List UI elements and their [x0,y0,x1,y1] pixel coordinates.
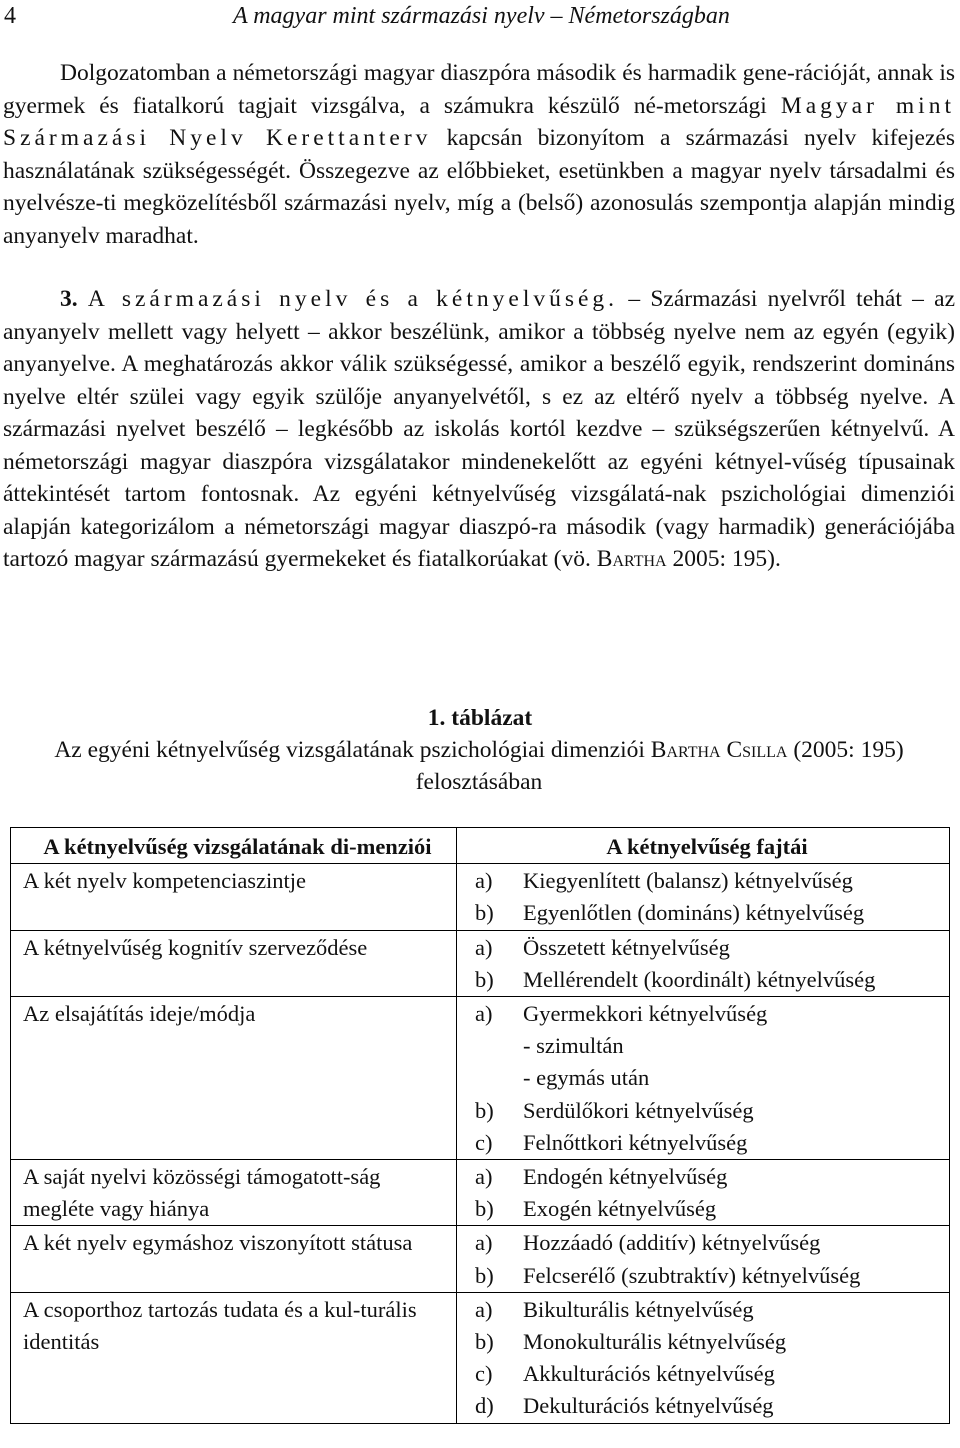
running-title: A magyar mint származási nyelv – Németországban [233,3,730,29]
table-row [11,1292,950,1423]
type-item [469,1358,945,1390]
table-caption [3,734,955,798]
type-item-letter: b) [475,1097,494,1123]
type-item-letter: c) [475,1129,493,1155]
type-item-letter: b) [475,900,494,926]
paragraph-intro [3,57,955,252]
type-item-text: Felnőttkori kétnyelvűség [523,1129,748,1155]
type-item-text: Felcserélő (szubtraktív) kétnyelvűség [523,1262,861,1288]
type-item-letter: a) [475,1164,493,1190]
types-cell [457,997,950,1160]
type-subitem: - szimultán [523,1033,624,1059]
type-item [469,1294,945,1326]
type-item-letter: b) [475,1329,494,1355]
table-label: 1. táblázat [427,705,533,731]
type-item-letter: b) [475,966,494,992]
types-cell [457,864,950,930]
type-item [469,1193,945,1225]
curriculum-title: Magyar mint Származási Nyelv Kerettanterv [3,92,955,151]
table-caption-text-1: Az egyéni kétnyelvűség vizsgálatának pszichológiai dimenziói [54,737,651,763]
type-item-text: Gyermekkori kétnyelvűség [523,1001,768,1027]
section-title: A származási nyelv és a kétnyelvűség. [87,286,619,312]
type-item [469,1161,945,1193]
types-cell [457,1226,950,1292]
type-item-letter: d) [475,1393,494,1419]
paragraph-section-3 [3,283,955,576]
type-item-text: Akkulturációs kétnyelvűség [523,1361,775,1387]
table-header-types: A kétnyelvűség fajtái [457,828,950,864]
table-body [11,864,950,1423]
table-row [11,997,950,1160]
table-header-row [11,828,950,864]
body-text [3,57,955,576]
paragraph-section-3-text-2: 2005: 195). [666,546,781,572]
paragraph-intro-text-2: kapcsán bizonyítom a származási nyelv kifejezés használatának szükségességét. Összegezve az előbbieket, esetünkben a magyar nyelv társadalmi és nyelvésze-ti megközelítésből származási nyelv, míg a (belső) azonosulás szempontja alapján mindig anyanyelv maradhat. [3,125,955,249]
paragraph-section-3-text-1: – Származási nyelvről tehát – az anyanyelv mellett vagy helyett – akkor beszélünk, amikor a többség nyelve nem az egyén (egyik) anyanyelve. A meghatározás akkor válik szükségessé, amikor a beszélő egyik, rendszerint domináns nyelve eltér szülei vagy egyik szülője anyanyelvétől, s ez az eltérő nyelv a többség nyelve. A származási nyelvet beszélő – legkésőbb az iskolás kortól kezdve – szükségszerűen kétnyelvű. A németországi magyar diaszpóra vizsgálatakor mindenekelőtt az egyéni kétnyel-vűség típusainak áttekintését tartom fontosnak. Az egyéni kétnyelvűség vizsgálatá-nak pszichológiai dimenziói alapján kategorizálom a németországi magyar diaszpó-ra második (vagy harmadik) generációjába tartozó magyar származású gyermekeket és fiatalkorúakat (vö. [3,286,955,572]
type-item [469,1095,945,1127]
type-item-text: Összetett kétnyelvűség [523,934,730,960]
dimension-cell: A saját nyelvi közösségi támogatott-ság megléte vagy hiánya [11,1160,457,1226]
type-item-text: Exogén kétnyelvűség [523,1196,717,1222]
type-item [469,1260,945,1292]
types-cell [457,930,950,996]
type-item-text: Mellérendelt (koordinált) kétnyelvűség [523,966,876,992]
dimension-cell: A kétnyelvűség kognitív szerveződése [11,930,457,996]
bilingualism-dimensions-table [10,827,950,1424]
table-row [11,864,950,930]
type-item-text: Monokulturális kétnyelvűség [523,1329,787,1355]
page-number: 4 [4,3,16,29]
citation-author: Bartha [596,546,667,572]
type-item-text: Egyenlőtlen (domináns) kétnyelvűség [523,900,865,926]
section-number: 3. [60,286,78,312]
dimension-cell: Az elsajátítás ideje/módja [11,997,457,1160]
dimension-cell: A két nyelv egymáshoz viszonyított státusa [11,1226,457,1292]
type-item-letter: a) [475,1296,493,1322]
type-item-text: Serdülőkori kétnyelvűség [523,1097,754,1123]
dimension-cell: A két nyelv kompetenciaszintje [11,864,457,930]
type-subitem: - egymás után [523,1065,650,1091]
table-row [11,930,950,996]
type-item-letter: a) [475,1001,493,1027]
dimension-cell: A csoporthoz tartozás tudata és a kul-turális identitás [11,1292,457,1423]
type-item [469,1390,945,1422]
types-cell [457,1292,950,1423]
type-item-letter: a) [475,868,493,894]
type-item-text: Endogén kétnyelvűség [523,1164,728,1190]
type-item [469,1127,945,1159]
type-item [469,865,945,897]
paragraph-intro-text-1: Dolgozatomban a németországi magyar diaszpóra második és harmadik gene-rációját, annak is gyermek és fiatalkorú tagjait vizsgálva, a számukra készülő né-metországi [3,60,955,119]
type-item-letter: c) [475,1361,493,1387]
type-item [469,998,945,1030]
table-row [11,1226,950,1292]
type-item [469,1227,945,1259]
type-item-letter: a) [475,934,493,960]
types-cell [457,1160,950,1226]
table-header-dimension: A kétnyelvűség vizsgálatának di-menziói [11,828,457,864]
type-item [469,1326,945,1358]
table-row [11,1160,950,1226]
type-item-text: Hozzáadó (additív) kétnyelvűség [523,1230,821,1256]
type-item-text: Dekulturációs kétnyelvűség [523,1393,774,1419]
type-item-letter: a) [475,1230,493,1256]
type-item-text: Bikulturális kétnyelvűség [523,1296,754,1322]
type-item [469,897,945,929]
table-caption-author: Bartha Csilla [650,737,788,763]
type-item [469,932,945,964]
type-item-letter: b) [475,1262,494,1288]
type-item-letter: b) [475,1196,494,1222]
table-caption-text-2: (2005: 195) felosztásában [415,737,904,795]
running-head [0,2,960,30]
type-item [469,964,945,996]
type-item-text: Kiegyenlített (balansz) kétnyelvűség [523,868,853,894]
